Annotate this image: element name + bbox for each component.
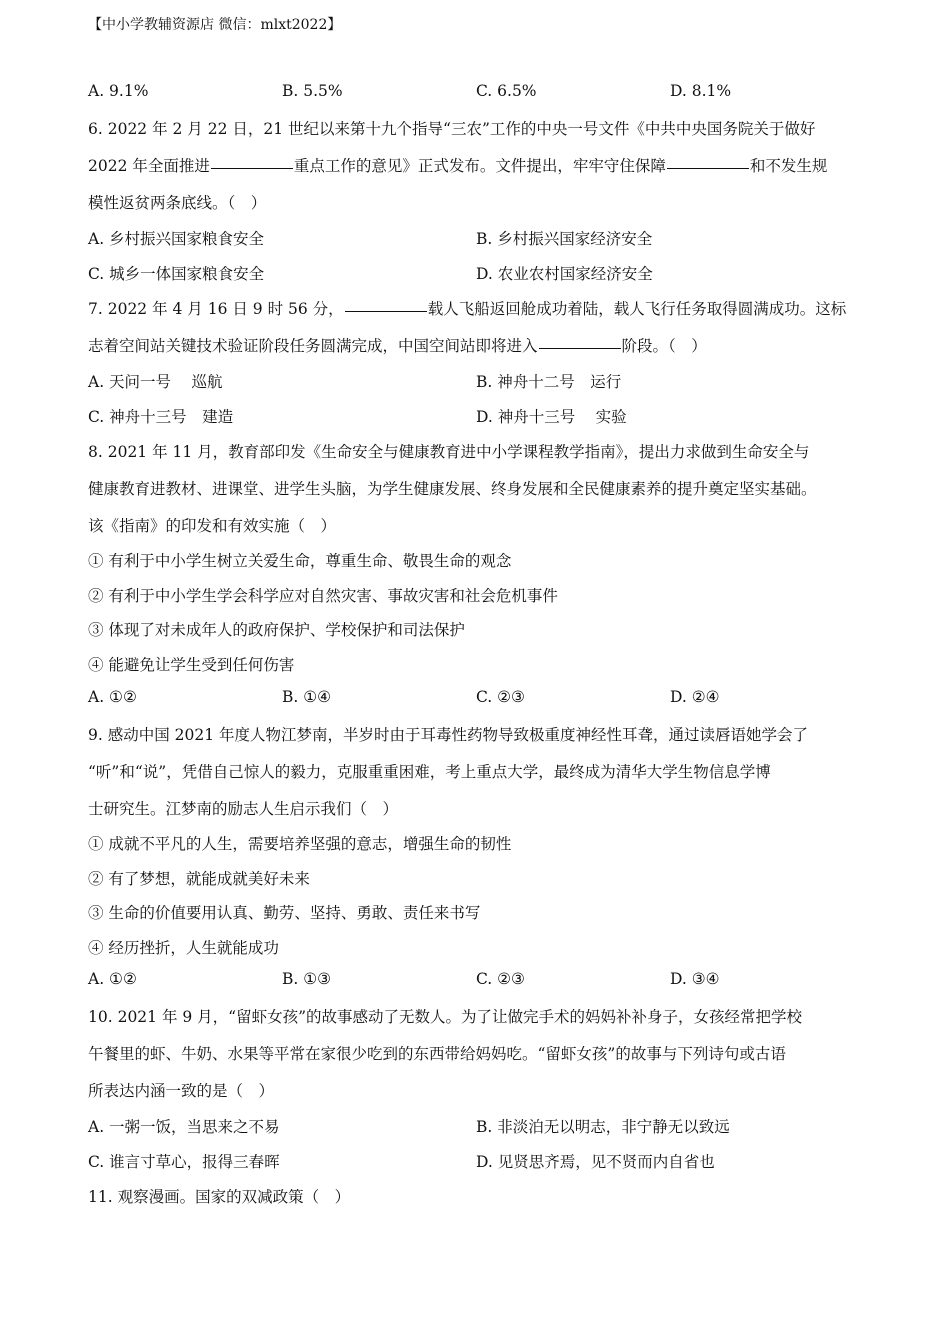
q9-stem-line3: 士研究生。江梦南的励志人生启示我们（ ）: [88, 800, 399, 818]
q7-stem-line1: 7. 2022 年 4 月 16 日 9 时 56 分， 载人飞船返回舱成功着陆，载人飞行任务取得圆满成功。这标: [88, 300, 847, 318]
q5-option-c: C. 6.5%: [476, 82, 537, 100]
answer-blank: [539, 347, 621, 349]
q9-option-d: D. ③④: [670, 970, 720, 988]
q9-stem-line1: 9. 感动中国 2021 年度人物江梦南，半岁时由于耳毒性药物导致极重度神经性耳聋，通过读唇语她学会了: [88, 726, 809, 744]
q7-option-c: C. 神舟十三号 建造: [88, 408, 234, 426]
q10-stem-line2: 午餐里的虾、牛奶、水果等平常在家很少吃到的东西带给妈妈吃。“留虾女孩”的故事与下列诗句或古语: [88, 1045, 786, 1063]
q7-stem-line2: 志着空间站关键技术验证阶段任务圆满完成，中国空间站即将进入 阶段。（ ）: [88, 337, 707, 355]
q9-option-c: C. ②③: [476, 970, 525, 988]
q6-option-d: D. 农业农村国家经济安全: [476, 265, 653, 283]
answer-blank: [667, 167, 749, 169]
q6-option-b: B. 乡村振兴国家经济安全: [476, 230, 653, 248]
q10-stem-line1: 10. 2021 年 9 月，“留虾女孩”的故事感动了无数人。为了让做完手术的妈妈补补身子，女孩经常把学校: [88, 1008, 803, 1026]
q8-stem-line1: 8. 2021 年 11 月，教育部印发《生命安全与健康教育进中小学课程教学指南》，提出力求做到生命安全与: [88, 443, 810, 461]
q8-option-c: C. ②③: [476, 688, 525, 706]
q8-stem-line2: 健康教育进教材、进课堂、进学生头脑，为学生健康发展、终身发展和全民健康素养的提升奠定坚实基础。: [88, 480, 817, 498]
q6-stem-line2: 2022 年全面推进 重点工作的意见》正式发布。文件提出，牢牢守住保障 和不发生规: [88, 157, 828, 175]
q7-option-d: D. 神舟十三号 实验: [476, 408, 627, 426]
q8-option-b: B. ①④: [282, 688, 332, 706]
q5-option-d: D. 8.1%: [670, 82, 732, 100]
q9-stem-line2: “听”和“说”，凭借自己惊人的毅力，克服重重困难，考上重点大学，最终成为清华大学生物信息学博: [88, 763, 771, 781]
q5-option-b: B. 5.5%: [282, 82, 343, 100]
q8-item: ② 有利于中小学生学会科学应对自然灾害、事故灾害和社会危机事件: [88, 587, 558, 605]
q6-stem-line3: 模性返贫两条底线。（ ）: [88, 194, 267, 212]
q8-option-a: A. ①②: [88, 688, 137, 706]
q9-option-b: B. ①③: [282, 970, 332, 988]
q5-option-a: A. 9.1%: [88, 82, 149, 100]
q10-option-b: B. 非淡泊无以明志，非宁静无以致远: [476, 1118, 730, 1136]
q8-item: ④ 能避免让学生受到任何伤害: [88, 656, 295, 674]
q6-option-a: A. 乡村振兴国家粮食安全: [88, 230, 265, 248]
q10-option-c: C. 谁言寸草心，报得三春晖: [88, 1153, 280, 1171]
q8-item: ③ 体现了对未成年人的政府保护、学校保护和司法保护: [88, 621, 465, 639]
answer-blank: [211, 167, 293, 169]
q10-option-a: A. 一粥一饭，当思来之不易: [88, 1118, 280, 1136]
answer-blank: [345, 310, 427, 312]
q9-item: ② 有了梦想，就能成就美好未来: [88, 870, 310, 888]
q9-option-a: A. ①②: [88, 970, 137, 988]
q8-item: ① 有利于中小学生树立关爱生命，尊重生命、敬畏生命的观念: [88, 552, 512, 570]
q9-item: ① 成就不平凡的人生，需要培养坚强的意志，增强生命的韧性: [88, 835, 512, 853]
page-header: 【中小学教辅资源店 微信：mlxt2022】: [88, 17, 342, 33]
q6-stem-line1: 6. 2022 年 2 月 22 日，21 世纪以来第十九个指导“三农”工作的中央一号文件《中共中央国务院关于做好: [88, 120, 816, 138]
q9-item: ③ 生命的价值要用认真、勤劳、坚持、勇敢、责任来书写: [88, 904, 481, 922]
q6-option-c: C. 城乡一体国家粮食安全: [88, 265, 265, 283]
q7-option-a: A. 天问一号 巡航: [88, 373, 223, 391]
q10-option-d: D. 见贤思齐焉，见不贤而内自省也: [476, 1153, 715, 1171]
q8-option-d: D. ②④: [670, 688, 720, 706]
q9-item: ④ 经历挫折，人生就能成功: [88, 939, 279, 957]
q11-stem-line1: 11. 观察漫画。国家的双减政策（ ）: [88, 1188, 351, 1206]
q7-option-b: B. 神舟十二号 运行: [476, 373, 622, 391]
q10-stem-line3: 所表达内涵一致的是（ ）: [88, 1082, 275, 1100]
q8-stem-line3: 该《指南》的印发和有效实施（ ）: [88, 517, 337, 535]
